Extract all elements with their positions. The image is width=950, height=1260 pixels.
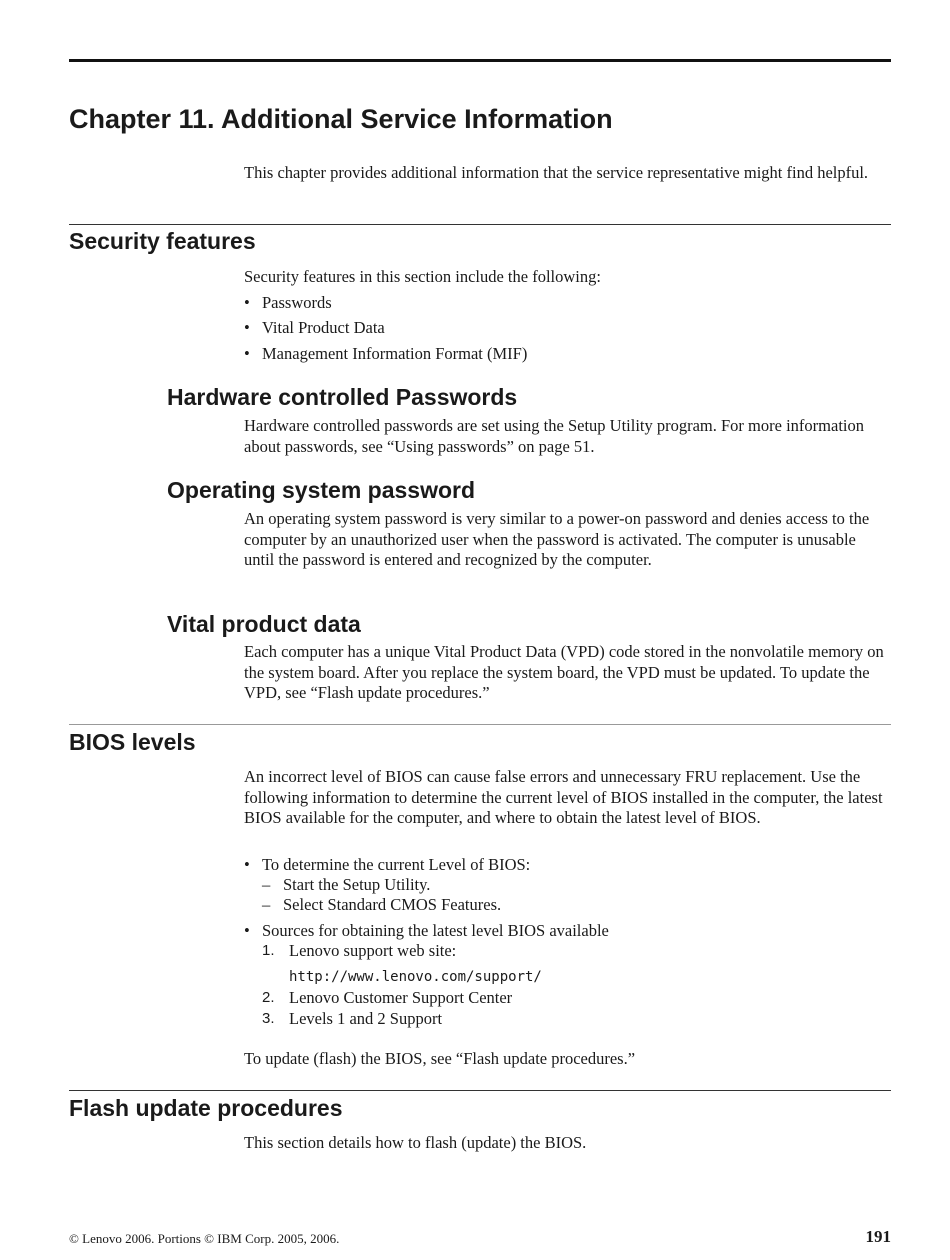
section-rule-security bbox=[69, 224, 891, 225]
list-item-text: Sources for obtaining the latest level BIOS available bbox=[262, 921, 609, 940]
heading-hardware-passwords: Hardware controlled Passwords bbox=[167, 384, 518, 410]
heading-os-password: Operating system password bbox=[167, 477, 476, 503]
bullet-icon: • bbox=[244, 293, 250, 312]
section-rule-bios bbox=[69, 724, 891, 725]
dash-icon: – bbox=[262, 875, 271, 894]
flash-text: This section details how to flash (update) the BIOS. bbox=[244, 1133, 587, 1152]
list-item-text: Vital Product Data bbox=[262, 318, 385, 337]
bios-intro: An incorrect level of BIOS can cause false errors and unnecessary FRU replacement. Use the following information to determine the current level of BIOS installed in the computer, the latest BIOS available for the computer, and where to obtain the latest level of BIOS. bbox=[244, 767, 883, 827]
support-url: http://www.lenovo.com/support/ bbox=[289, 969, 542, 985]
item-number: 1. bbox=[262, 942, 275, 959]
bullet-icon: • bbox=[244, 344, 250, 363]
vpd-text: Each computer has a unique Vital Product Data (VPD) code stored in the nonvolatile memory on the system board. After you replace the system board, the VPD must be updated. To update the VPD, see “Flash update procedures.” bbox=[244, 642, 884, 702]
heading-security-features: Security features bbox=[69, 228, 256, 254]
heading-flash-update: Flash update procedures bbox=[69, 1095, 343, 1121]
numbered-item-text: Lenovo Customer Support Center bbox=[289, 988, 513, 1007]
numbered-item-text: Lenovo support web site: bbox=[289, 941, 457, 960]
hardware-passwords-text: Hardware controlled passwords are set using the Setup Utility program. For more information about passwords, see “Using passwords” on page 51. bbox=[244, 416, 864, 456]
list-item-text: Management Information Format (MIF) bbox=[262, 344, 528, 363]
numbered-item-text: Levels 1 and 2 Support bbox=[289, 1009, 443, 1028]
bullet-icon: • bbox=[244, 318, 250, 337]
heading-bios-levels: BIOS levels bbox=[69, 729, 196, 755]
item-number: 2. bbox=[262, 989, 275, 1006]
os-password-text: An operating system password is very similar to a power-on password and denies access to the computer by an unauthorized user when the password is activated. The computer is unusable until the password is entered and recognized by the computer. bbox=[244, 509, 870, 569]
page-number: 191 bbox=[865, 1227, 891, 1246]
chapter-title: Chapter 11. Additional Service Information bbox=[69, 104, 613, 134]
security-intro: Security features in this section include the following: bbox=[244, 267, 601, 286]
bullet-icon: • bbox=[244, 921, 250, 940]
section-rule-flash bbox=[69, 1090, 891, 1091]
list-item-text: To determine the current Level of BIOS: bbox=[262, 855, 531, 874]
footer-copyright: © Lenovo 2006. Portions © IBM Corp. 2005, 2006. bbox=[69, 1231, 340, 1246]
top-rule bbox=[69, 59, 891, 62]
bios-flash-note: To update (flash) the BIOS, see “Flash update procedures.” bbox=[244, 1049, 636, 1068]
list-item-text: Passwords bbox=[262, 293, 332, 312]
bullet-icon: • bbox=[244, 855, 250, 874]
item-number: 3. bbox=[262, 1010, 275, 1027]
chapter-intro: This chapter provides additional information that the service representative might find helpful. bbox=[244, 163, 869, 182]
dash-icon: – bbox=[262, 895, 271, 914]
sub-list-item-text: Start the Setup Utility. bbox=[283, 875, 431, 894]
sub-list-item-text: Select Standard CMOS Features. bbox=[283, 895, 502, 914]
heading-vital-product-data: Vital product data bbox=[167, 611, 361, 637]
